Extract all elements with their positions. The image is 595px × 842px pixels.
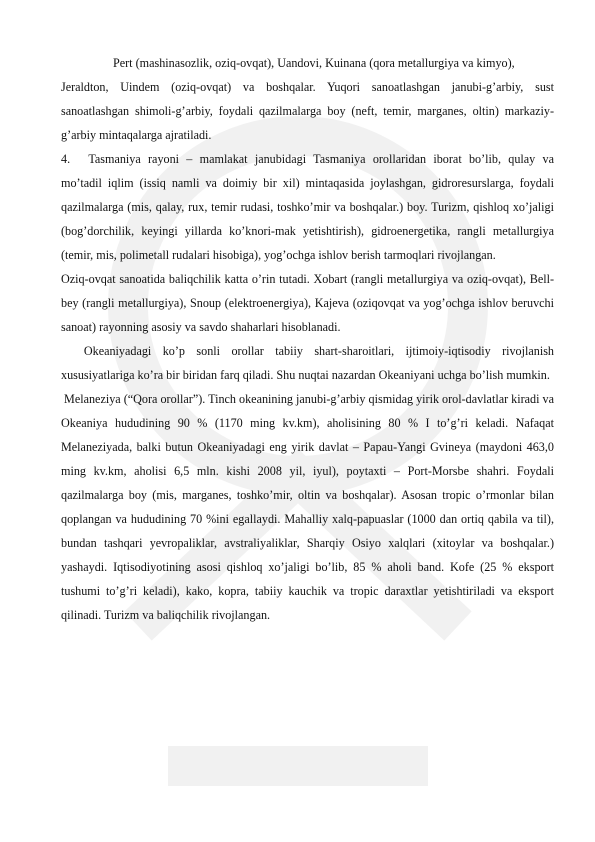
paragraph-melanesia: Melaneziya (“Qora orollar”). Tinch okeanining janubi-g’arbiy qismidag yirik orol-davlatlar kiradi va Okeaniya hududining 90 % (1170 ming kv.km), aholisining 80 % I to’g’ri keladi. Nafaqat Melaneziyada, balki butun Okeaniyadagi eng yirik davlat – Papau-Yangi Gvineya (maydoni 463,0 ming kv.km, aholisi 6,5 mln. kishi 2008 yil, iyul), poytaxti – Port-Morsbe shahri. Foydali qazilmalarga boy (mis, marganes, toshko’mir, oltin va boshqalar). Asosan tropic o’rmonlar bilan qoplangan va hududining 70 %ini egallaydi. Mahalliy xalq-papuaslar (1000 dan ortiq qabila va til), bundan tashqari yevropaliklar, avstraliyaliklar, Sharqiy Osiyo xalqlari (xitoylar va boshqalar.) yashaydi. Iqtisodiyotining asosi qishloq xo’jaligi bo’lib, 85 % aholi band. Kofe (25 % eksport tushumi to’g’ri keladi), kako, kopra, tabiiy kauchik va tropic daraxtlar yetishtiriladi va eksport qilinadi. Turizm va baliqchilik rivojlangan. bbox=[61, 392, 558, 622]
paragraph-list-item-continuation: Pert (mashinasozlik, oziq-ovqat), Uandovi, Kuinana (qora metallurgiya va kimyo), bbox=[113, 56, 515, 70]
document-body bbox=[61, 51, 558, 627]
paragraph-tasmania-region: 4. Tasmaniya rayoni – mamlakat janubidagi Tasmaniya orollaridan iborat bo’lib, qulay va mo’tadil iqlim (issiq namli va doimiy bir xil) mintaqasida joylashgan, gidroresurslarga, foydali qazilmalarga (mis, qalay, rux, temir rudasi, toshko’mir va boshqalar.) boy. Turizm, qishloq xo’jaligi (bog’dorchilik, keyingi yillarda ko’knori-mak yetishtirish), gidroenergetika, rangli metallurgiya (temir, mis, polimetall rudalari hisobiga), yog’ochga ishlov berish tarmoqlari rivojlangan. bbox=[61, 152, 554, 262]
paragraph-western-regions: Jeraldton, Uindem (oziq-ovqat) va boshqalar. Yuqori sanoatlashgan janubi-g’arbiy, sust sanoatlashgan shimoli-g’arbiy, foydali qazilmalarga boy (neft, temir, marganes, oltin) markaziy-g’arbiy mintaqalarga ajratiladi. bbox=[61, 80, 554, 142]
paragraph-oceania-overview: Okeaniyadagi ko’p sonli orollar tabiiy shart-sharoitlari, ijtimoiy-iqtisodiy rivojlanish xususiyatlariga ko’ra bir biridan farq qiladi. Shu nuqtai nazardan Okeaniyani uchga bo’lish mumkin. bbox=[61, 344, 558, 382]
paragraph-tasmania-food-industry: Oziq-ovqat sanoatida baliqchilik katta o’rin tutadi. Xobart (rangli metallurgiya va oziq-ovqat), Bell-bey (rangli metallurgiya), Snoup (elektroenergiya), Kajeva (oziqovqat va yog’ochga ishlov beruvchi sanoat) rayonning asosiy va savdo shaharlari hisoblanadi. bbox=[61, 272, 554, 334]
